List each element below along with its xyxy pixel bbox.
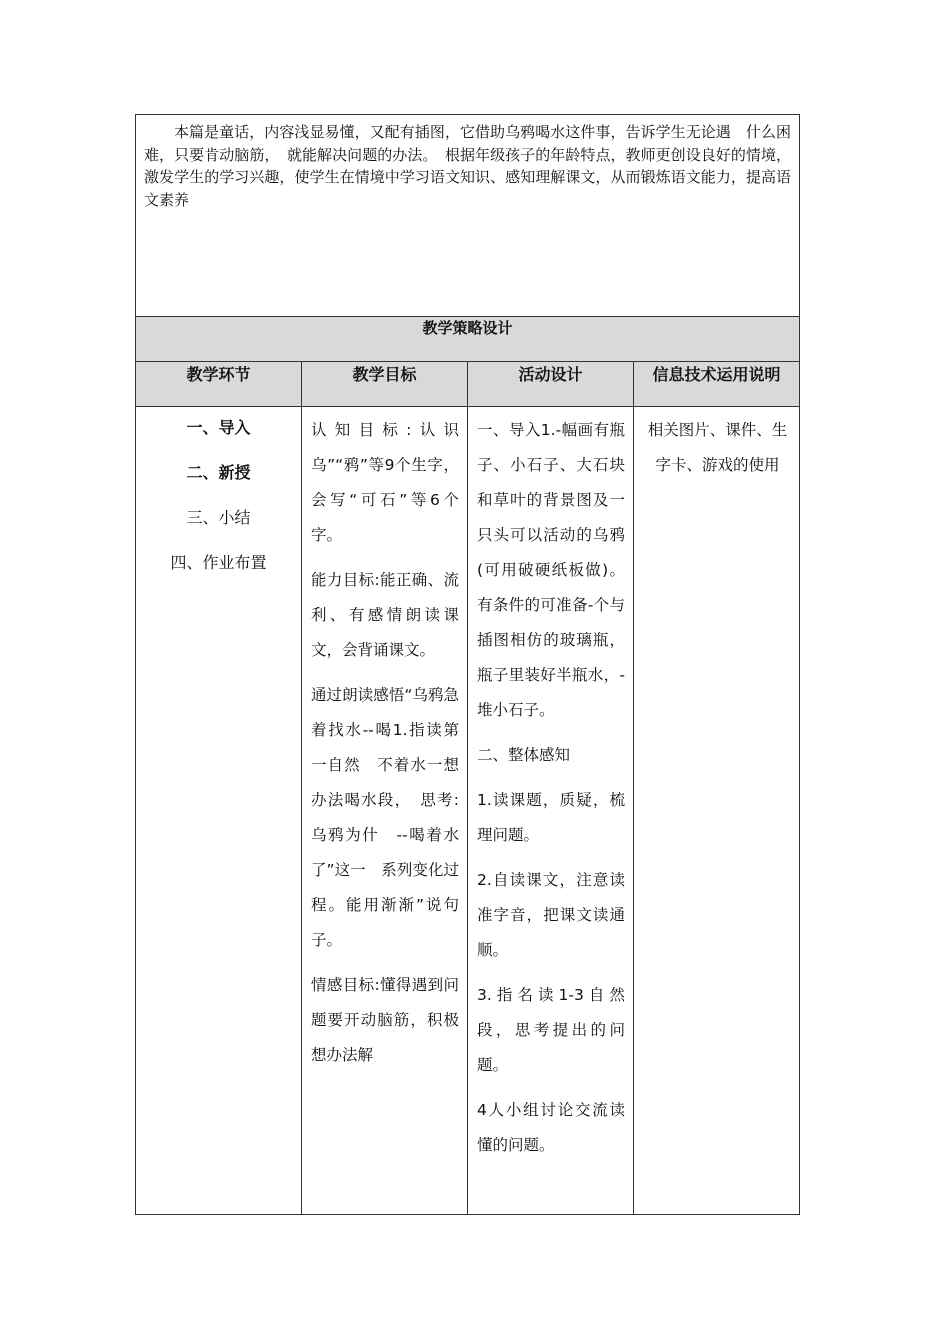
objectives-cell: [302, 407, 468, 1215]
activity-step-1: 1.读课题，质疑，梳理问题。: [477, 791, 625, 844]
stage-summary: 三、小结: [186, 508, 251, 527]
section-title: 教学策略设计: [136, 317, 800, 362]
intro-text: 本篇是童话，内容浅显易懂，又配有插图，它借助乌鸦喝水这件事，告诉学生无论遇 什么困难，只要肯动脑筋， 就能解决问题的办法。 根据年级孩子的年龄特点，教师更创设良好的情境，激发学生的学习兴趣，使学生在情境中学习语文知识、感知理解课文，从而锻炼语文能力，提高语文素养: [144, 123, 792, 209]
tech-cell: [634, 407, 800, 1215]
stage-intro: 一、导入: [186, 418, 251, 437]
activity-intro: 一、导入1.-幅画有瓶子、小石子、大石块和草叶的背景图及一只头可以活动的乌鸦(可用破硬纸板做)。有条件的可准备-个与插图相仿的玻璃瓶，瓶子里装好半瓶水，-堆小石子。: [477, 421, 625, 719]
header-tech: 信息技术运用说明: [634, 362, 800, 407]
tech-text: 相关图片、课件、生字卡、游戏的使用: [647, 421, 788, 474]
header-activity: 活动设计: [468, 362, 634, 407]
activities-cell: [468, 407, 634, 1215]
stages-cell: [136, 407, 302, 1215]
activity-step-2: 2.自读课文，注意读准字音，把课文读通顺。: [477, 871, 625, 959]
objective-ability: 能力目标:能正确、流利、有感情朗读课文，会背诵课文。: [311, 571, 459, 659]
intro-cell: [136, 115, 800, 317]
header-objective: 教学目标: [302, 362, 468, 407]
activity-step-4: 4人小组讨论交流读懂的问题。: [477, 1101, 625, 1154]
stage-new: 二、新授: [186, 463, 251, 482]
objective-cognitive: 认知目标:认识乌”“鸦”等9个生字，会写“可石”等6个字。: [311, 421, 459, 544]
activity-overall: 二、整体感知: [477, 746, 571, 764]
header-stage: 教学环节: [136, 362, 302, 407]
lesson-plan-table: [135, 114, 800, 1215]
objective-emotion: 情感目标:懂得遇到问题要开动脑筋，积极想办法解: [311, 976, 459, 1064]
stage-homework: 四、作业布置: [170, 553, 267, 572]
objective-reading: 通过朗读感悟“乌鸦急着找水--喝1.指读第一自然 不着水一想办法喝水段， 思考:乌鸦为什 --喝着水了”这一 系列变化过程。能用渐渐”说句子。: [311, 686, 459, 949]
activity-step-3: 3.指名读1-3自然段，思考提出的问题。: [477, 986, 625, 1074]
